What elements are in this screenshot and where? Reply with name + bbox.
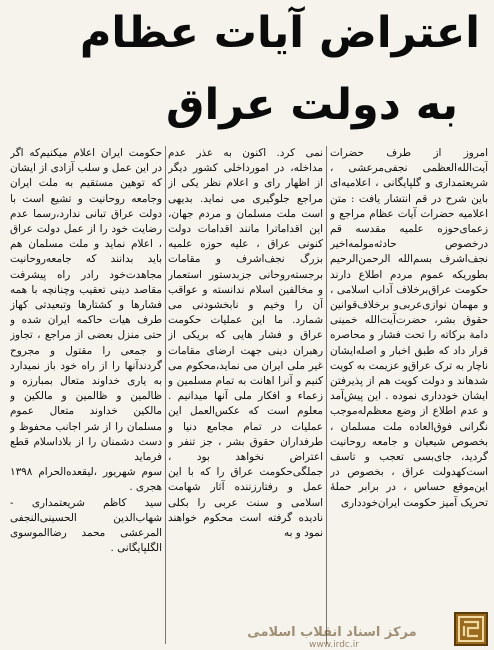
article-column-right [330,146,488,644]
archive-watermark: مرکز اسناد انقلاب اسلامی [247,625,417,640]
article-text-middle: نمی کرد. اکنون به عذر عدم مداخله، در امورداخلی کشور دیگر از اظهار رای و اعلام نظر یکی از مراجع جلوگیری می نماید. بدیهی است ملت مسلمان و مردم جهان، این اقداماترا مانند اقدامات دولت کنونی عراق ، علیه حوزه علمیه بزرگ نجف‌اشرف و مقامات برجسته‌روحانی جزبدستور استعمار و مخالفین اسلام ندانسته و عواقب آن را وخیم و نابخشودنی می شمارد. ما این عملیات حکومت عراق و فشار هایی که بریکی از رهبران دینی جهت ارضای مقامات غیر ملی ایران می نماید،محکوم می کنیم و آنرا اهانت به تمام مسلمین و زعماء و افکار ملی آنها میدانیم . معلوم است که عکس‌العمل این عملیات در تمام مجامع دنیا و طرفداران حقوق بشر ، جز تنفر و اعتراض نخواهد بود ، جملگی‌حکومت عراق را که با این عمل و رفتارزننده آثار شهامت اسلامی و سنت عربی را بکلی نادیده گرفته است محکوم خواهند نمود و به [168,147,323,540]
article-column-middle [168,146,323,644]
column-divider [165,146,166,644]
article-text-right: امروز از طرف حضرات آیت‌الله‌العظمی نجفی‌مرعشی ، شریعتمداری و گلپایگانی ، اعلامیه‌ای باین شرح در قم انتشار یافت : متن اعلامیه حضرات آیات عظام مراجع و زعمای‌حوزه علمیه مقدسه قم درخصوص حادثه‌مولمه‌اخیر نجف‌اشرف بسم‌الله الرحمن‌الرحیم بطوریکه عموم مردم اطلاع دارند حکومت عراق‌برخلاف آداب اسلامی ، و مهمان‌ نوازی‌عربی‌و برخلاف‌قوانین حقوق بشر، حضرت‌آیت‌الله خمینی دامة برکاته را تحت فشار و محاصره قرار داد که طبق اخبار و اصله‌ایشان ناچار به ترک عراق‌و عزیمت به کویت شدهاند و دولت کویت هم از پذیرفتن ایشان خودداری نموده . این پیش‌آمد و عدم اطلاع از وضع معظم‌له‌موجب نگرانی فوق‌العاده ملت مسلمان ، بخصوص شیعیان و جامعه روحانیت گردید، جای‌بسی تعجب و تاسف است‌کهدولت عراق ، بخصوص در این‌موقع حساس ، در برابر حملهٔ تحریک آمیز حکومت ایران‌خودداری [330,147,488,509]
article-text-left: حکومت ایران اعلام میکنیم‌که اگر در این عمل و سلب آزادی از ایشان که توهین مستقیم به ملت ایران وجامعه روحانیت و تشیع است با دولت عراق تبانی ندارد،رسما عدم رضایت خود را از عمل دولت عراق ، اعلام نماید و ملت مسلمان هم باید بدانند که جامعه‌روحانیت مجاهدت‌خود رادر راه پیشرفت مقاصد دینی تعقیب وچنانچه با همه فشارها و کشتارها وتبعیدتی کهاز طرف هیات حاکمه ایران شده و حتی منزل بعضی از مراجع ، تجاوز و جمعی را مقتول و مجروح گردندآنها را از راه خود باز نمیدارد به یاری خداوند متعال بمبارزه و ظالمین و ظالمین و مالکین و مالکین خداوند متعال عموم مسلمان را از شر اجانب محفوظ و دست دشمنان را از بلاداسلام قطع فرماید [10,147,162,464]
column-divider [326,146,327,644]
headline-line-1: اعتراض آیات عظام [79,8,480,58]
article-column-left [10,146,162,644]
article-signatures: سید کاظم شریعتمداری - شهاب‌الدین الحسینی‌النجفی المرعشی محمد رضاالموسوی الگلپایگانی . [10,496,162,555]
archive-watermark-url: www.irdc.ir [309,640,359,650]
headline-line-2: به دولت عراق [166,80,458,130]
archive-logo-icon [454,612,488,646]
article-date: سوم شهریور ،لیقعده‌الحرام ۱۳۹۸ هجری . [10,466,162,494]
